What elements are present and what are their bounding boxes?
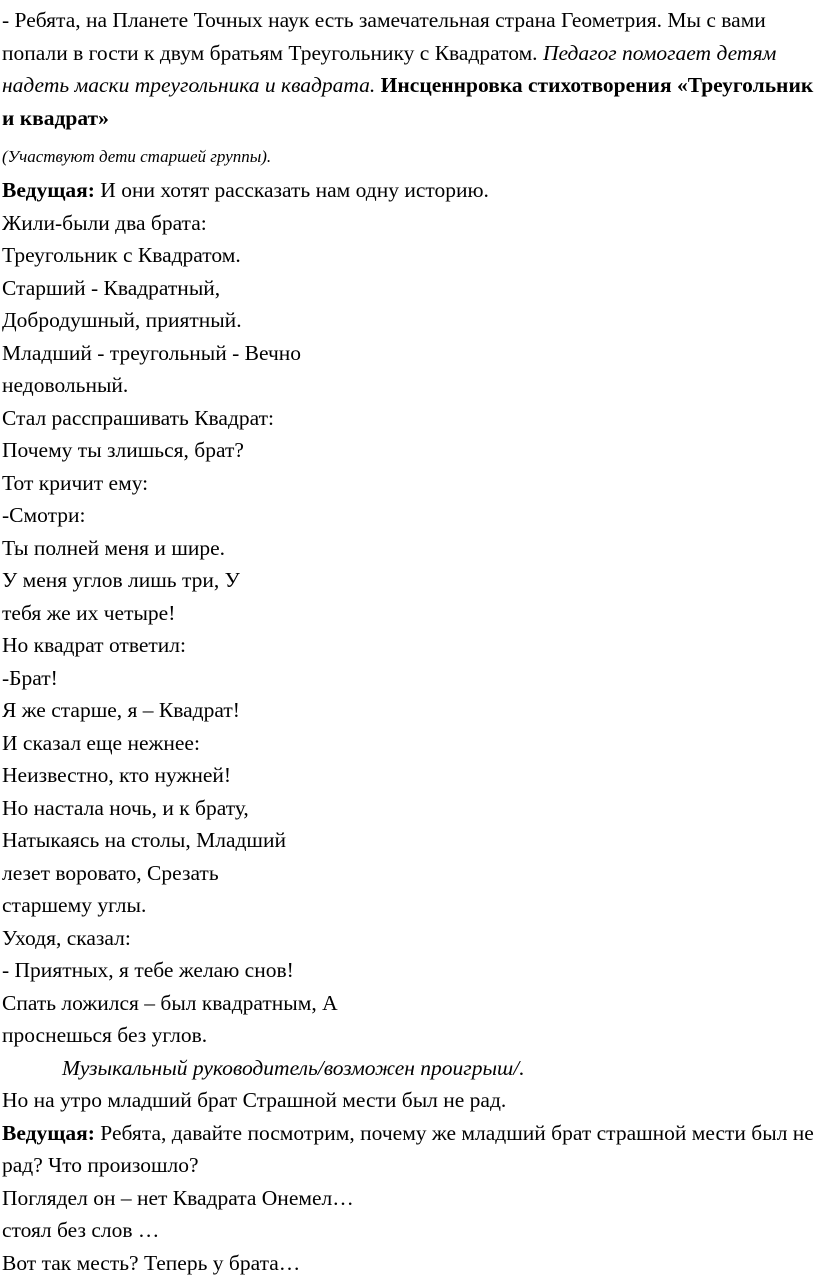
poem-line: Ты полней меня и шире. (2, 532, 816, 565)
participants-note: (Участвуют дети старшей группы). (2, 146, 816, 168)
ending-line: стоял без слов … (2, 1214, 816, 1247)
poem-line: старшему углы. (2, 889, 816, 922)
poem-body (2, 207, 816, 1052)
poem-line: У меня углов лишь три, У (2, 564, 816, 597)
poem-line: Уходя, сказал: (2, 922, 816, 955)
poem-line: Добродушный, приятный. (2, 304, 816, 337)
performance-title: Инсценнровка стихотворения «Треугольник и квадрат» (2, 73, 813, 130)
poem-line: - Приятных, я тебе желаю снов! (2, 954, 816, 987)
poem-ending (2, 1182, 816, 1279)
speaker-label: Ведущая: (2, 1121, 95, 1145)
question-text: Ребята, давайте посмотрим, почему же младший брат страшной мести был не рад? Что произошло? (2, 1121, 814, 1178)
poem-line: тебя же их четыре! (2, 597, 816, 630)
ending-line: Вот так месть? Теперь у брата… (2, 1247, 816, 1279)
poem-line: Спать ложился – был квадратным, А (2, 987, 816, 1020)
intro-paragraph (2, 4, 816, 134)
music-note: Музыкальный руководитель/возможен проигрыш/. (2, 1052, 816, 1085)
poem-line: И они хотят рассказать нам одну историю. (100, 178, 489, 202)
poem-line: недовольный. (2, 369, 816, 402)
poem-first-line (2, 174, 816, 207)
poem-line: Треугольник с Квадратом. (2, 239, 816, 272)
after-music-line: Но на утро младший брат Страшной мести был не рад. (2, 1084, 816, 1117)
poem-line: Почему ты злишься, брат? (2, 434, 816, 467)
poem-line: Я же старше, я – Квадрат! (2, 694, 816, 727)
poem-line: Но квадрат ответил: (2, 629, 816, 662)
poem-line: лезет воровато, Срезать (2, 857, 816, 890)
poem-line: Тот кричит ему: (2, 467, 816, 500)
poem-line: Но настала ночь, и к брату, (2, 792, 816, 825)
poem-line: И сказал еще нежнее: (2, 727, 816, 760)
poem-line: Младший - треугольный - Вечно (2, 337, 816, 370)
poem-line: Неизвестно, кто нужней! (2, 759, 816, 792)
intro-text: - Ребята, на Планете Точных наук есть замечательная страна Геометрия. Мы с вами попали в гости к двум братьям Треугольнику с Квадратом. (2, 8, 766, 65)
poem-line: Жили-были два брата: (2, 207, 816, 240)
intro-stage-direction: Педагог помогает детям надеть маски треугольника и квадрата. (2, 41, 776, 98)
poem-line: -Брат! (2, 662, 816, 695)
poem-line: Стал расспрашивать Квадрат: (2, 402, 816, 435)
poem-line: Старший - Квадратный, (2, 272, 816, 305)
ending-line: Поглядел он – нет Квадрата Онемел… (2, 1182, 816, 1215)
poem-line: -Смотри: (2, 499, 816, 532)
poem-line: проснешься без углов. (2, 1019, 816, 1052)
question-paragraph (2, 1117, 816, 1182)
poem-line: Натыкаясь на столы, Младший (2, 824, 816, 857)
speaker-label: Ведущая: (2, 178, 95, 202)
